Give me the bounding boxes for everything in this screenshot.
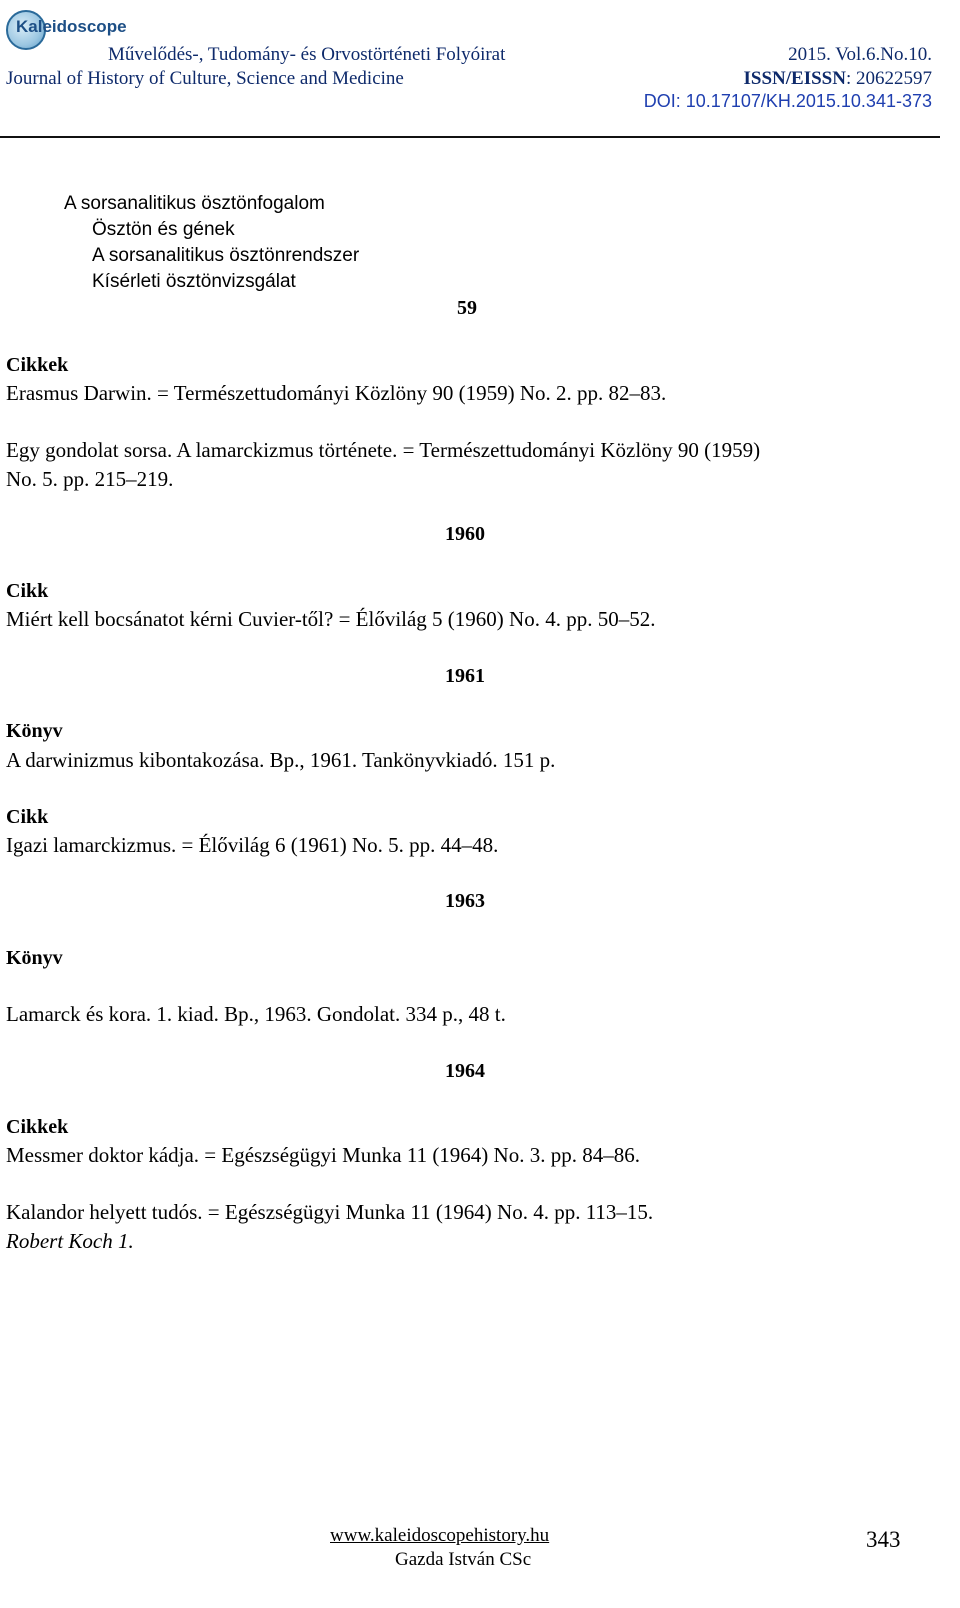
bibliography-entry: A darwinizmus kibontakozása. Bp., 1961. Tankönyvkiadó. 151 p. [6, 748, 556, 772]
section-heading: Könyv [6, 720, 63, 742]
logo-text: Kaleidoscope [16, 17, 127, 36]
issn-value: : 20622597 [845, 68, 932, 89]
journal-title-en: Journal of History of Culture, Science and Medicine [6, 68, 404, 89]
bibliography-entry: Kalandor helyett tudós. = Egészségügyi Munka 11 (1964) No. 4. pp. 113–15. [6, 1200, 654, 1224]
year-heading: 1963 [445, 890, 485, 912]
bibliography-entry: Messmer doktor kádja. = Egészségügyi Munka 11 (1964) No. 3. pp. 84–86. [6, 1143, 640, 1167]
section-heading: Cikkek [6, 1116, 69, 1138]
year-heading: 59 [457, 297, 477, 319]
issue-info: 2015. Vol.6.No.10. [788, 44, 932, 65]
bibliography-entry: Miért kell bocsánatot kérni Cuvier-től? = Élővilág 5 (1960) No. 4. pp. 50–52. [6, 607, 656, 631]
toc-line: Ösztön és gének [92, 219, 235, 240]
section-heading: Cikk [6, 806, 49, 828]
footer-author: Gazda István CSc [395, 1549, 532, 1570]
issn-info [744, 68, 932, 90]
bibliography-entry: Igazi lamarckizmus. = Élővilág 6 (1961) No. 5. pp. 44–48. [6, 833, 499, 857]
toc-line: A sorsanalitikus ösztönfogalom [64, 193, 325, 214]
issn-label: ISSN/EISSN [743, 68, 846, 89]
section-heading: Könyv [6, 947, 63, 969]
toc-line: Kísérleti ösztönvizsgálat [92, 271, 296, 292]
bibliography-entry: Erasmus Darwin. = Természettudományi Közlöny 90 (1959) No. 2. pp. 82–83. [6, 381, 667, 405]
journal-logo [6, 8, 127, 50]
page-number: 343 [866, 1527, 901, 1552]
footer-website-link[interactable]: www.kaleidoscopehistory.hu [330, 1525, 550, 1546]
year-heading: 1961 [445, 665, 485, 687]
year-heading: 1960 [445, 523, 485, 545]
journal-title-hu: Művelődés-, Tudomány- és Orvostörténeti Folyóirat [108, 44, 506, 65]
section-heading: Cikk [6, 580, 49, 602]
bibliography-entry: Lamarck és kora. 1. kiad. Bp., 1963. Gondolat. 334 p., 48 t. [6, 1002, 506, 1026]
bibliography-entry-cont: No. 5. pp. 215–219. [6, 467, 174, 491]
header-divider [0, 136, 940, 138]
bibliography-entry-subtitle: Robert Koch 1. [6, 1229, 134, 1253]
toc-line: A sorsanalitikus ösztönrendszer [92, 245, 360, 266]
doi-link[interactable]: DOI: 10.17107/KH.2015.10.341-373 [643, 91, 932, 111]
year-heading: 1964 [445, 1060, 485, 1082]
section-heading: Cikkek [6, 354, 69, 376]
bibliography-entry: Egy gondolat sorsa. A lamarckizmus története. = Természettudományi Közlöny 90 (1959) [6, 438, 761, 462]
